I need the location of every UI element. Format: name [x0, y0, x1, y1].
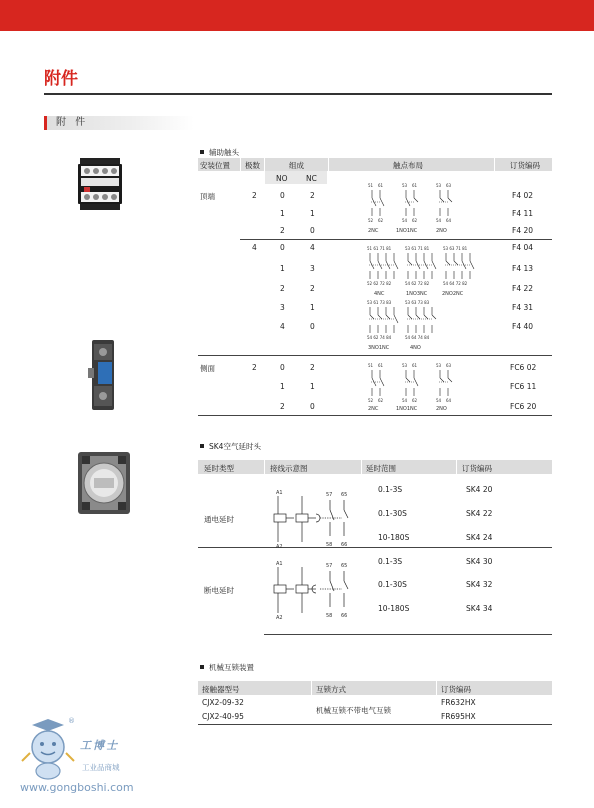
terminal-label: 65: [341, 563, 348, 569]
svg-text:53: 53: [402, 183, 408, 188]
svg-text:51: 51: [368, 363, 374, 368]
header-separator: [328, 158, 329, 184]
row-code: FC6 02: [510, 363, 537, 372]
row-nc: 0: [310, 402, 315, 411]
terminal-label: 58: [326, 613, 333, 619]
row-no: 2: [280, 284, 285, 293]
terminal-label: 65: [341, 492, 348, 498]
bullet-square: [200, 444, 204, 448]
terminal-label: 58: [326, 542, 333, 548]
wiring-diagram-on-delay: [272, 486, 358, 550]
col-header-position: 安装位置: [200, 161, 230, 170]
order-code: SK4 22: [466, 509, 493, 518]
header-separator: [264, 460, 265, 474]
diagram-label: 2NC: [368, 406, 379, 412]
delay-type: 通电延时: [204, 515, 234, 524]
header-separator: [494, 158, 495, 171]
registered-mark: ®: [68, 717, 75, 725]
table-bottom-rule: [198, 724, 552, 725]
diagram-label: 4NC: [374, 291, 385, 297]
row-code: F4 22: [512, 284, 534, 293]
svg-text:54: 54: [402, 218, 408, 223]
section-accent-mark: [44, 116, 47, 130]
section-heading: 附 件: [56, 117, 89, 128]
header-separator: [264, 158, 265, 171]
contactor-model: CJX2-40-95: [202, 712, 244, 721]
row-nc: 1: [310, 209, 315, 218]
contact-diagram-top-2pole: [362, 180, 472, 236]
svg-text:61: 61: [412, 363, 418, 368]
row-nc: 3: [310, 264, 315, 273]
row-no: 2: [280, 226, 285, 235]
row-no: 1: [280, 209, 285, 218]
col-header-wiring: 接线示意图: [270, 464, 308, 473]
terminal-label: A2: [276, 544, 283, 550]
order-code: FR632HX: [441, 698, 476, 707]
svg-text:54: 54: [436, 218, 442, 223]
row-poles: 2: [252, 363, 257, 372]
interlock-title: 机械互锁装置: [200, 662, 254, 673]
order-code: SK4 32: [466, 580, 493, 589]
svg-text:62: 62: [412, 218, 418, 223]
row-no: 1: [280, 264, 285, 273]
interlock-method: 机械互锁不带电气互锁: [316, 706, 391, 715]
row-nc: 2: [310, 284, 315, 293]
svg-text:63: 63: [446, 363, 452, 368]
bullet-square: [200, 665, 204, 669]
diagram-label: 2NO2NC: [442, 291, 464, 297]
diagram-label: 2NO: [436, 406, 447, 412]
svg-text:63: 63: [446, 183, 452, 188]
order-code: SK4 24: [466, 533, 493, 542]
col-header-model: 接触器型号: [202, 685, 240, 694]
row-nc: 4: [310, 243, 315, 252]
svg-text:61: 61: [412, 183, 418, 188]
header-separator: [240, 158, 241, 171]
diagram-label: 4NO: [410, 345, 421, 351]
row-position: 顶端: [200, 192, 215, 201]
terminal-label: 66: [341, 542, 348, 548]
order-code: FR695HX: [441, 712, 476, 721]
svg-text:64: 64: [446, 398, 452, 403]
row-nc: 2: [310, 363, 315, 372]
svg-text:62: 62: [378, 398, 384, 403]
svg-text:52: 52: [368, 218, 374, 223]
row-code: FC6 20: [510, 402, 537, 411]
row-no: 2: [280, 402, 285, 411]
terminal-label: 66: [341, 613, 348, 619]
wiring-diagram-off-delay: [272, 557, 358, 621]
svg-text:54 62 72 82: 54 62 72 82: [405, 281, 430, 286]
svg-text:53: 53: [436, 183, 442, 188]
diagram-label: 2NC: [368, 228, 379, 234]
section-heading-bar: [44, 116, 194, 130]
diagram-label: 2NO: [436, 228, 447, 234]
col-header-no: NO: [276, 174, 288, 183]
terminal-label: 57: [326, 492, 333, 498]
svg-text:53 61 71 81: 53 61 71 81: [405, 246, 430, 251]
svg-text:61: 61: [378, 363, 384, 368]
svg-text:53 63 71 81: 53 63 71 81: [443, 246, 468, 251]
svg-text:53 61 73 83: 53 61 73 83: [367, 300, 392, 305]
row-no: 0: [280, 243, 285, 252]
aux-subheader: [265, 171, 327, 184]
delay-range: 0.1-30S: [378, 580, 407, 589]
watermark-brand: 工博士: [80, 739, 119, 752]
row-divider: [198, 547, 552, 548]
delay-range: 10-180S: [378, 533, 410, 542]
row-nc: 2: [310, 191, 315, 200]
timer-head-image: [76, 452, 132, 516]
svg-text:54 64 74 84: 54 64 74 84: [405, 335, 430, 340]
aux-contact-block-image: [78, 158, 124, 210]
diagram-label: 1NO3NC: [406, 291, 428, 297]
svg-text:53: 53: [402, 363, 408, 368]
delay-range: 0.1-3S: [378, 485, 403, 494]
svg-text:64: 64: [446, 218, 452, 223]
row-nc: 1: [310, 382, 315, 391]
interlock-table-header: [198, 681, 552, 695]
row-no: 4: [280, 322, 285, 331]
svg-text:51 61 71 81: 51 61 71 81: [367, 246, 392, 251]
svg-text:54 62 74 84: 54 62 74 84: [367, 335, 392, 340]
row-no: 1: [280, 382, 285, 391]
row-poles: 4: [252, 243, 257, 252]
svg-text:61: 61: [378, 183, 384, 188]
svg-text:54: 54: [436, 398, 442, 403]
delay-range: 0.1-30S: [378, 509, 407, 518]
diagram-label: 1NO1NC: [396, 228, 418, 234]
row-code: F4 02: [512, 191, 534, 200]
col-header-layout: 触点布局: [393, 161, 423, 170]
row-divider: [198, 355, 552, 356]
svg-text:54 64 72 82: 54 64 72 82: [443, 281, 468, 286]
row-position: 侧面: [200, 364, 215, 373]
col-header-code: 订货编码: [441, 685, 471, 694]
row-poles: 2: [252, 191, 257, 200]
col-header-poles: 极数: [245, 161, 260, 170]
watermark-url: www.gongboshi.com: [20, 781, 134, 794]
terminal-label: A2: [276, 615, 283, 621]
header-separator: [456, 460, 457, 474]
row-nc: 1: [310, 303, 315, 312]
order-code: SK4 20: [466, 485, 493, 494]
delay-range: 0.1-3S: [378, 557, 403, 566]
svg-text:52 62 72 82: 52 62 72 82: [367, 281, 392, 286]
order-code: SK4 34: [466, 604, 493, 613]
svg-text:51: 51: [368, 183, 374, 188]
svg-text:53 63 73 83: 53 63 73 83: [405, 300, 430, 305]
row-nc: 0: [310, 322, 315, 331]
top-red-banner: [0, 0, 594, 31]
contact-diagram-side-2pole: [362, 360, 472, 416]
diagram-label: 1NO1NC: [396, 406, 418, 412]
svg-text:62: 62: [412, 398, 418, 403]
row-code: F4 20: [512, 226, 534, 235]
row-code: F4 31: [512, 303, 534, 312]
row-code: FC6 11: [510, 382, 537, 391]
svg-text:52: 52: [368, 398, 374, 403]
col-header-delay-range: 延时范围: [366, 464, 396, 473]
delay-type: 断电延时: [204, 586, 234, 595]
bullet-square: [200, 150, 204, 154]
col-header-method: 互锁方式: [316, 685, 346, 694]
svg-text:53: 53: [436, 363, 442, 368]
table-bottom-rule: [264, 634, 552, 635]
page-title: 附件: [44, 69, 78, 89]
col-header-combo: 组成: [289, 161, 304, 170]
header-separator: [311, 681, 312, 695]
header-separator: [436, 681, 437, 695]
row-code: F4 40: [512, 322, 534, 331]
sk4-title: SK4空气延时头: [200, 441, 261, 452]
watermark-subtitle: 工业品商城: [82, 763, 120, 772]
aux-contacts-title: 辅助触头: [200, 147, 239, 158]
terminal-label: A1: [276, 561, 283, 567]
header-separator: [361, 460, 362, 474]
row-code: F4 11: [512, 209, 534, 218]
contactor-model: CJX2-09-32: [202, 698, 244, 707]
side-contact-block-image: [88, 340, 120, 412]
col-header-code: 订货编码: [510, 161, 540, 170]
contact-diagram-top-4pole-b: [362, 297, 452, 353]
row-code: F4 13: [512, 264, 534, 273]
row-code: F4 04: [512, 243, 534, 252]
row-nc: 0: [310, 226, 315, 235]
svg-text:62: 62: [378, 218, 384, 223]
order-code: SK4 30: [466, 557, 493, 566]
terminal-label: A1: [276, 490, 283, 496]
row-no: 0: [280, 363, 285, 372]
col-header-nc: NC: [306, 174, 317, 183]
diagram-label: 3NO1NC: [368, 345, 390, 351]
contact-diagram-top-4pole-a: [362, 243, 492, 299]
mascot-logo: [18, 717, 78, 781]
row-divider: [240, 239, 552, 240]
title-divider: [44, 93, 552, 95]
row-no: 3: [280, 303, 285, 312]
svg-text:54: 54: [402, 398, 408, 403]
delay-range: 10-180S: [378, 604, 410, 613]
col-header-delay-type: 延时类型: [204, 464, 234, 473]
terminal-label: 57: [326, 563, 333, 569]
col-header-code: 订货编码: [462, 464, 492, 473]
row-no: 0: [280, 191, 285, 200]
